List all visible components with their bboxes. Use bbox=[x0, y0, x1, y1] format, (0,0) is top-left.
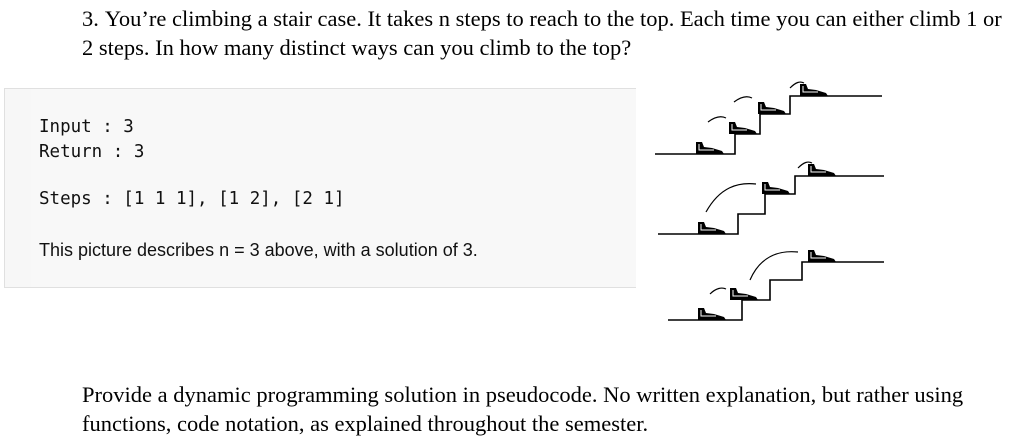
shoe-icon bbox=[730, 288, 758, 300]
shoe-icon bbox=[729, 122, 757, 134]
arc-arrow-icon bbox=[750, 252, 798, 280]
shoe-icon bbox=[696, 142, 724, 154]
question-number: 3. bbox=[82, 6, 99, 31]
shoe-icon bbox=[800, 84, 828, 96]
shoe-icon bbox=[808, 164, 836, 176]
arc-arrow-icon bbox=[706, 184, 756, 212]
shoe-icon bbox=[698, 308, 726, 320]
example-steps: Steps : [1 1 1], [1 2], [2 1] bbox=[39, 189, 345, 209]
example-caption: This picture describes n = 3 above, with a solution of 3. bbox=[39, 240, 478, 260]
shoe-icon bbox=[762, 182, 790, 194]
shoe-icon bbox=[808, 250, 836, 262]
staircase-icon bbox=[658, 162, 884, 234]
shoe-icon bbox=[698, 222, 726, 234]
question-body: You’re climbing a stair case. It takes n steps to reach to the top. Each time you can either climb 1 or 2 steps. In how many distinct ways can you climb to the top? bbox=[82, 6, 1002, 60]
shoe-icon bbox=[758, 102, 786, 114]
question-text bbox=[82, 4, 1012, 62]
arc-arrow-icon bbox=[710, 288, 726, 294]
staircase-icon bbox=[655, 82, 882, 154]
example-return: Return : 3 bbox=[39, 142, 145, 162]
example-box bbox=[4, 88, 636, 288]
instructions-text: Provide a dynamic programming solution in pseudocode. No written explanation, but rather using functions, code notation, as explained throughout the semester. bbox=[82, 382, 964, 436]
example-input: Input : 3 bbox=[39, 117, 134, 137]
staircase-illustration bbox=[650, 72, 890, 327]
